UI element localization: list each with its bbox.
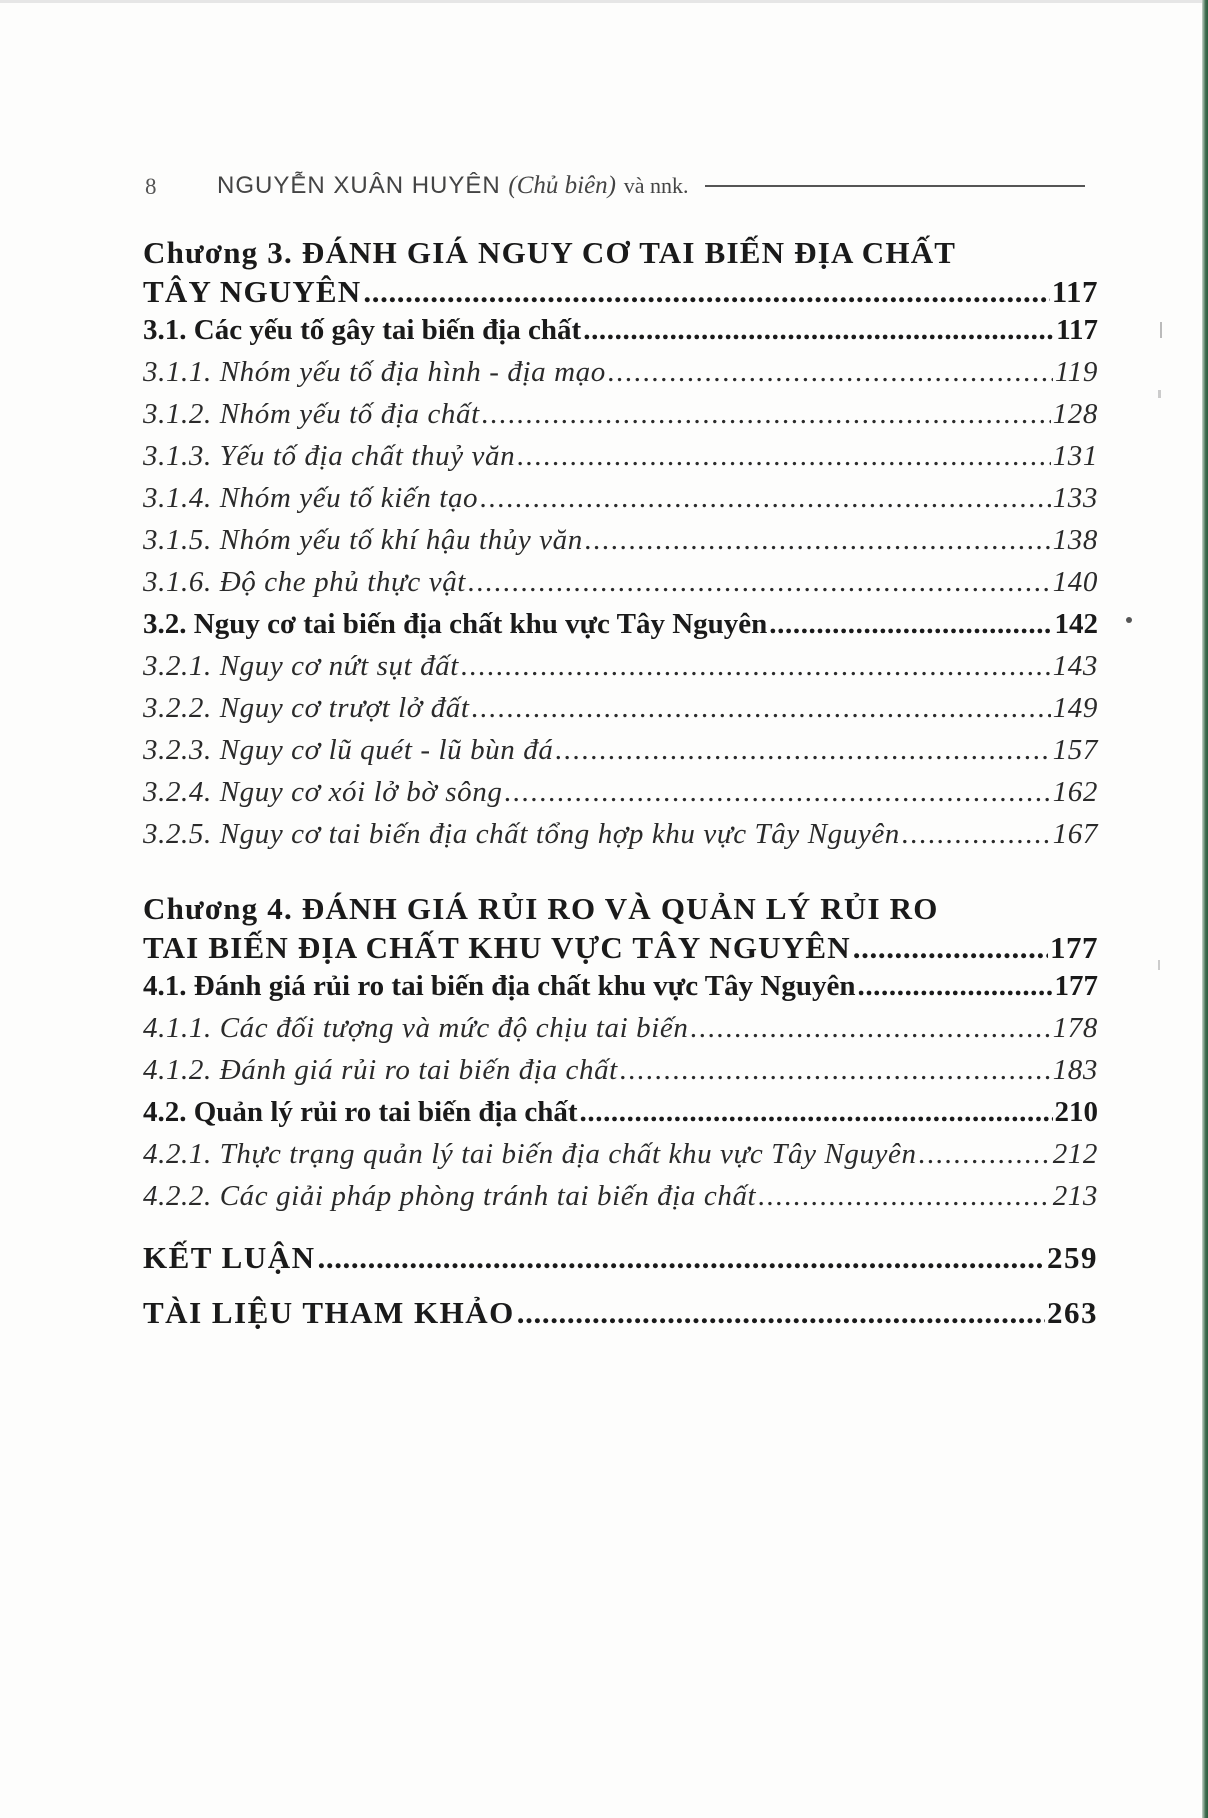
entry-page: 119: [1054, 356, 1098, 388]
toc-entry[interactable]: [143, 1138, 1098, 1180]
entry-page: 131: [1052, 440, 1098, 472]
leader-dots: [585, 524, 1051, 557]
entry-label: 3.1.1. Nhóm yếu tố địa hình - địa mạo: [143, 356, 606, 388]
leader-dots: [853, 930, 1048, 966]
toc-entry[interactable]: [143, 692, 1098, 734]
editor-note: (Chủ biên): [508, 172, 617, 199]
leader-dots: [608, 356, 1053, 389]
entry-page: 138: [1052, 524, 1098, 556]
section-4-2-subsections: [143, 1138, 1098, 1222]
toc-entry[interactable]: [143, 440, 1098, 482]
entry-label: 4.2.1. Thực trạng quản lý tai biến địa chất khu vực Tây Nguyên: [143, 1138, 917, 1170]
page-top-edge: [0, 0, 1208, 3]
leader-dots: [769, 608, 1052, 641]
section-4-1-label: 4.1. Đánh giá rủi ro tai biến địa chất khu vực Tây Nguyên: [143, 970, 856, 1002]
entry-label: 3.1.3. Yếu tố địa chất thuỷ văn: [143, 440, 516, 472]
entry-page: 143: [1052, 650, 1098, 682]
section-3-1-page: 117: [1056, 314, 1098, 346]
leader-dots: [468, 566, 1051, 599]
leader-dots: [472, 692, 1051, 725]
entry-label: 4.1.2. Đánh giá rủi ro tai biến địa chất: [143, 1054, 618, 1086]
chapter-4-page: 177: [1050, 930, 1098, 965]
section-3-2-page: 142: [1054, 608, 1098, 640]
spacer: [143, 860, 1098, 888]
chapter-4-title-line2: TAI BIẾN ĐỊA CHẤT KHU VỰC TÂY NGUYÊN: [143, 930, 851, 965]
chapter-3-title-line2: TÂY NGUYÊN: [143, 274, 362, 309]
chapter-4-title: Chương 4. ĐÁNH GIÁ RỦI RO VÀ QUẢN LÝ RỦI RO: [143, 891, 939, 926]
chapter-4-title-cont: [143, 930, 1098, 970]
toc-entry[interactable]: [143, 1012, 1098, 1054]
leader-dots: [363, 274, 1049, 310]
scan-mark: [1158, 960, 1160, 970]
leader-dots: [504, 776, 1050, 809]
section-4-1-page: 177: [1054, 970, 1098, 1002]
leader-dots: [318, 1240, 1046, 1276]
leader-dots: [517, 1295, 1045, 1331]
leader-dots: [482, 398, 1051, 431]
section-4-2-page: 210: [1054, 1096, 1098, 1128]
leader-dots: [758, 1180, 1050, 1213]
header-rule: [705, 185, 1085, 187]
leader-dots: [555, 734, 1050, 767]
entry-page: 212: [1052, 1138, 1098, 1170]
entry-label: 3.1.5. Nhóm yếu tố khí hậu thủy văn: [143, 524, 583, 556]
leader-dots: [480, 482, 1051, 515]
toc-entry[interactable]: [143, 398, 1098, 440]
leader-dots: [580, 1096, 1053, 1129]
section-3-2-label: 3.2. Nguy cơ tai biến địa chất khu vực Tây Nguyên: [143, 608, 768, 640]
leader-dots: [583, 314, 1054, 347]
entry-page: 128: [1052, 398, 1098, 430]
chapter-3-title-cont: [143, 274, 1098, 314]
references-label: TÀI LIỆU THAM KHẢO: [143, 1295, 515, 1330]
section-3-1-subsections: [143, 356, 1098, 608]
spacer: [143, 1222, 1098, 1240]
entry-label: 3.2.5. Nguy cơ tai biến địa chất tổng hợp khu vực Tây Nguyên: [143, 818, 900, 850]
conclusion-label: KẾT LUẬN: [143, 1240, 316, 1275]
toc-entry[interactable]: [143, 1054, 1098, 1096]
table-of-contents: [143, 232, 1098, 1350]
section-3-1-label: 3.1. Các yếu tố gây tai biến địa chất: [143, 314, 582, 346]
conclusion-entry[interactable]: [143, 1240, 1098, 1295]
toc-entry[interactable]: [143, 818, 1098, 860]
references-entry[interactable]: [143, 1295, 1098, 1350]
section-4-2-label: 4.2. Quản lý rủi ro tai biến địa chất: [143, 1096, 578, 1128]
cover-edge: [1202, 0, 1208, 1818]
chapter-3-page: 117: [1051, 274, 1098, 309]
references-page: 263: [1047, 1295, 1098, 1330]
leader-dots: [919, 1138, 1051, 1171]
entry-page: 157: [1052, 734, 1098, 766]
header-author: [217, 172, 688, 200]
section-4-2[interactable]: [143, 1096, 1098, 1138]
toc-entry[interactable]: [143, 776, 1098, 818]
entry-page: 140: [1052, 566, 1098, 598]
entry-label: 3.2.2. Nguy cơ trượt lở đất: [143, 692, 470, 724]
section-4-1[interactable]: [143, 970, 1098, 1012]
section-3-1[interactable]: [143, 314, 1098, 356]
entry-page: 183: [1052, 1054, 1098, 1086]
entry-page: 167: [1052, 818, 1098, 850]
leader-dots: [902, 818, 1051, 851]
entry-page: 178: [1052, 1012, 1098, 1044]
entry-label: 3.1.4. Nhóm yếu tố kiến tạo: [143, 482, 479, 514]
scan-mark: [1160, 322, 1162, 338]
entry-page: 133: [1052, 482, 1098, 514]
running-header: [145, 168, 1095, 208]
toc-entry[interactable]: [143, 650, 1098, 692]
entry-label: 3.1.6. Độ che phủ thực vật: [143, 566, 466, 598]
entry-page: 149: [1052, 692, 1098, 724]
scan-mark: [1158, 390, 1161, 398]
entry-label: 3.2.4. Nguy cơ xói lở bờ sông: [143, 776, 503, 808]
toc-entry[interactable]: [143, 524, 1098, 566]
entry-label: 3.2.1. Nguy cơ nứt sụt đất: [143, 650, 459, 682]
leader-dots: [517, 440, 1050, 473]
chapter-3-title: Chương 3. ĐÁNH GIÁ NGUY CƠ TAI BIẾN ĐỊA CHẤT: [143, 235, 957, 270]
entry-page: 162: [1052, 776, 1098, 808]
back-matter: [143, 1240, 1098, 1350]
leader-dots: [857, 970, 1052, 1003]
entry-label: 3.2.3. Nguy cơ lũ quét - lũ bùn đá: [143, 734, 554, 766]
leader-dots: [691, 1012, 1051, 1045]
scan-mark: [1126, 617, 1132, 623]
author-name: NGUYỄN XUÂN HUYÊN: [217, 172, 501, 199]
entry-page: 213: [1052, 1180, 1098, 1212]
leader-dots: [461, 650, 1051, 683]
section-3-2-subsections: [143, 650, 1098, 860]
toc-entry[interactable]: [143, 566, 1098, 608]
toc-entry[interactable]: [143, 734, 1098, 776]
chapter-3-entry[interactable]: [143, 232, 1098, 314]
section-3-2[interactable]: [143, 608, 1098, 650]
entry-label: 3.1.2. Nhóm yếu tố địa chất: [143, 398, 480, 430]
toc-entry[interactable]: [143, 1180, 1098, 1222]
toc-entry[interactable]: [143, 482, 1098, 524]
et-al: và nnk.: [623, 173, 689, 198]
chapter-4-entry[interactable]: [143, 888, 1098, 970]
section-4-1-subsections: [143, 1012, 1098, 1096]
toc-entry[interactable]: [143, 356, 1098, 398]
page-number: 8: [145, 174, 157, 199]
entry-label: 4.2.2. Các giải pháp phòng tránh tai biến địa chất: [143, 1180, 757, 1212]
conclusion-page: 259: [1047, 1240, 1098, 1275]
entry-label: 4.1.1. Các đối tượng và mức độ chịu tai biến: [143, 1012, 689, 1044]
leader-dots: [620, 1054, 1051, 1087]
